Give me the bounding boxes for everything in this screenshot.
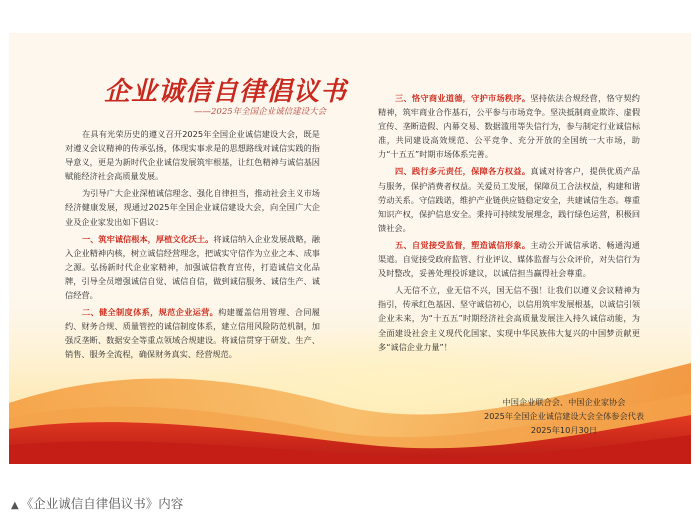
intro-paragraph: 为引导广大企业深植诚信理念、强化自律担当，推动社会主义市场经济健康发展，现通过2025年全国企业诚信建设大会，向全国广大企业及企业家发出如下倡议： (65, 188, 320, 227)
item-heading: 一、筑牢诚信根本，厚植文化沃土。 (82, 233, 214, 244)
item-body: 坚持依法合规经营，恪守契约精神，筑牢商业合作基石，公平参与市场竞争。坚决抵制商业欺诈、虚假宣传、垄断造假、内幕交易、数据滥用等失信行为，参与制定行业诚信标准，共同建设高效规范、公平竞争、充分开放的全国统一大市场，助力“十五五”时期市场体系完善。 (378, 93, 641, 160)
item-paragraph (378, 91, 640, 161)
caption-text: 《企业诚信自律倡议书》内容 (20, 496, 184, 511)
signature-orgs: 中国企业联合会、中国企业家协会 (502, 397, 626, 407)
page-title: 企业诚信自律倡议书 (104, 77, 348, 107)
item-body: 主动公开诚信承诺、畅通沟通渠道。自觉接受政府监管、行业评议、媒体监督与公众评价，对失信行为及时整改，妥善处理投诉建议，以诚信担当赢得社会尊重。 (378, 239, 641, 279)
signature-assembly: 2025年全国企业诚信建设大会全体参会代表 (483, 411, 645, 422)
image-caption (11, 494, 183, 512)
item-heading: 四、践行多元责任，保障各方权益。 (395, 166, 531, 177)
item-paragraph (378, 164, 640, 234)
item-paragraph (65, 305, 320, 361)
left-column (65, 127, 320, 365)
proposal-document (9, 33, 691, 464)
item-heading: 三、恪守商业道德，守护市场秩序。 (395, 93, 531, 103)
item-body: 构建覆盖信用管理、合同履约、财务合规、质量管控的诚信制度体系，建立信用风险防范机制，加强反垄断、数据安全等重点领域合规建设。将诚信贯穿于研发、生产、销售、服务全流程，确保财务真实、经营规范。 (65, 307, 320, 360)
item-paragraph (65, 232, 320, 302)
closing-paragraph: 人无信不立，业无信不兴，国无信不强！让我们以遵义会议精神为指引，传承红色基因、坚守诚信初心，以信用筑牢发展根基，以诚信引领企业未来，为“十五五”时期经济社会高质量发展注入持久诚信动能，为全面建设社会主义现代化国家、实现中华民族伟大复兴的中国梦贡献更多“诚信企业力量”！ (378, 285, 641, 352)
item-paragraph (378, 238, 640, 280)
signature-block (461, 395, 667, 437)
signature-date: 2025年10月30日 (530, 425, 598, 436)
subtitle: ——2025年全国企业诚信建设大会 (194, 107, 327, 117)
item-body: 将诚信纳入企业发展战略，融入企业精神内核，树立诚信经营理念，把诚实守信作为立业之本、成事之源。弘扬新时代企业家精神，加强诚信教育宣传，打造诚信文化品牌，引导全员增强诚信自觉、诚信自信，做到诚信服务、诚信生产、诚信经营。 (65, 233, 320, 301)
item-heading: 五、自觉接受监督，塑造诚信形象。 (395, 239, 531, 250)
triangle-up-icon: ▲ (11, 500, 19, 511)
intro-paragraph: 在具有光荣历史的遵义召开2025年全国企业诚信建设大会，既是对遵义会议精神的传承弘扬，体现实事求是的思想路线对诚信实践的指导意义，更是为新时代企业诚信发展筑牢根基，让红色精神与诚信基因赋能经济社会高质量发展。 (65, 129, 320, 182)
item-heading: 二、健全制度体系，规范企业运营。 (82, 307, 219, 318)
item-body: 真诚对待客户，提供优质产品与服务，保护消费者权益。关爱员工发展，保障员工合法权益，构建和谐劳动关系。守信践诺，维护产业链供应链稳定安全，共建诚信生态。尊重知识产权，保护信息安全。秉持可持续发展理念，践行绿色运营，积极回馈社会。 (378, 166, 641, 233)
right-column (378, 91, 640, 357)
